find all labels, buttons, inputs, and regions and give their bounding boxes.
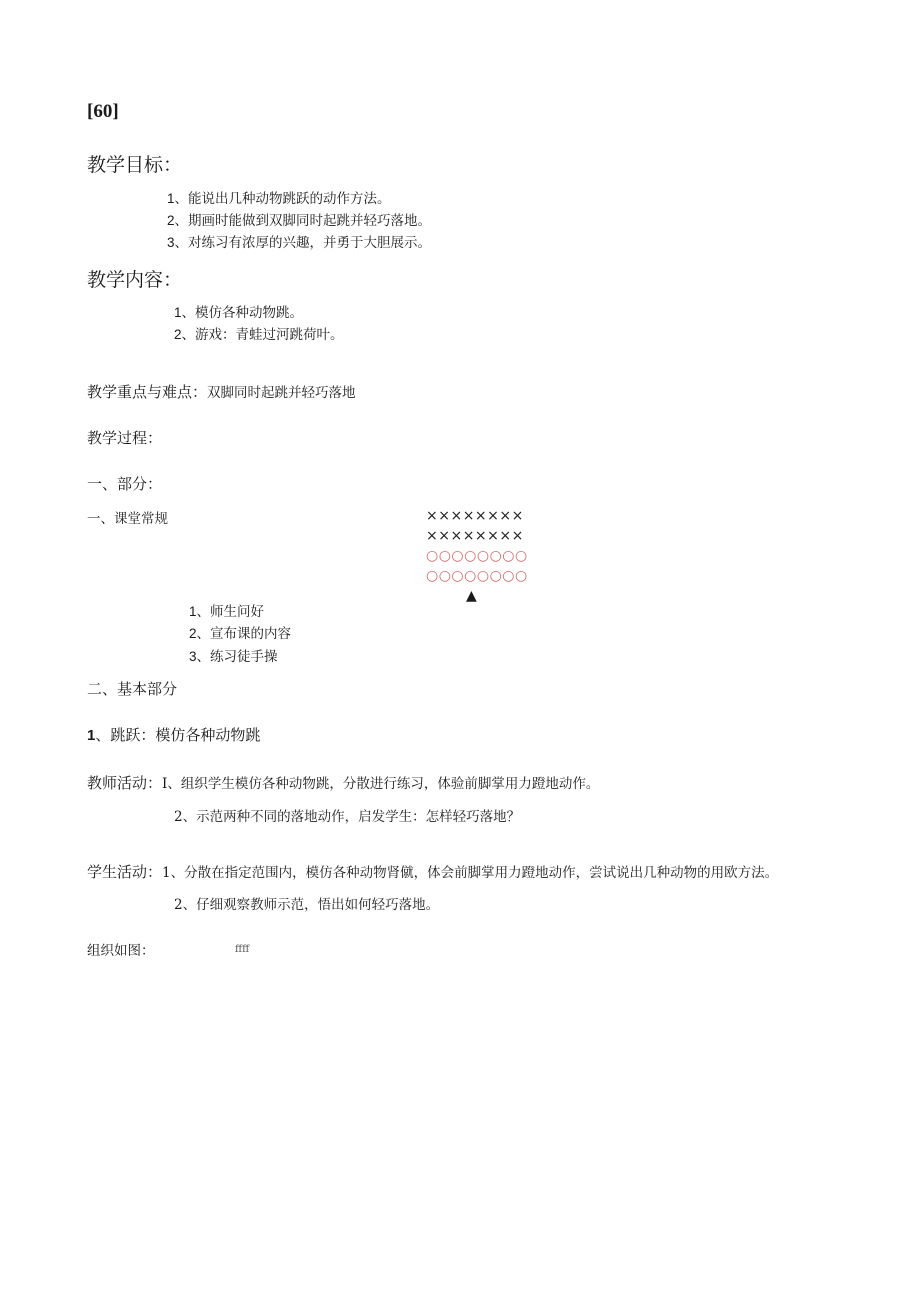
content-item-text: 、模仿各种动物跳。 (181, 305, 304, 321)
process-heading: 教学过程： (87, 429, 163, 447)
teacher-triangle-icon: ▲ (466, 588, 478, 604)
teacher-activity-label: 教师活动： (87, 774, 163, 792)
teacher-activity-text: I、组织学生模仿各种动物跳，分散进行练习，体验前脚掌用力蹬地动作。 (162, 776, 600, 792)
goal-item-text: 、对练习有浓厚的兴趣，并勇于大胆展示。 (174, 235, 432, 251)
goal-item-number: 3 (167, 235, 175, 250)
focus-label: 教学重点与难点： (87, 383, 208, 401)
section-number: 1 (87, 727, 96, 744)
formation-row-circles: ○○○○○○○○ (426, 548, 528, 564)
goal-item-text: 、期画时能做到双脚同时起跳并轻巧落地。 (174, 213, 432, 229)
routine-item-3 (189, 645, 278, 665)
focus-value: 双脚同时起跳并轻巧落地 (207, 385, 356, 401)
formation-diagram (426, 506, 528, 606)
formation-row-students: ×××××××× (426, 528, 524, 544)
part-one-subheading: 一、课堂常规 (87, 511, 168, 527)
routine-item-2 (189, 622, 291, 642)
formation-row-students: ×××××××× (426, 508, 524, 524)
teacher-activity-line-2: 2、示范两种不同的落地动作，启发学生：怎样轻巧落地？ (174, 809, 521, 825)
part-one-heading: 一、部分： (87, 475, 163, 493)
student-activity-label: 学生活动： (87, 863, 163, 881)
organization-mark: ffff (235, 944, 250, 955)
student-activity-line-1 (87, 861, 778, 882)
routine-item-number: 2 (189, 626, 197, 641)
routine-item-number: 3 (189, 649, 197, 664)
routine-item-text: 、师生问好 (196, 604, 265, 620)
goal-item-number: 1 (167, 191, 175, 206)
document-code: [60] (87, 101, 119, 122)
goal-item-3 (167, 231, 431, 251)
content-item-2 (174, 323, 344, 343)
goal-item-2 (167, 209, 431, 229)
section-jumping-title (87, 724, 260, 745)
organization-label: 组织如图： (87, 943, 155, 959)
content-item-number: 1 (174, 305, 182, 320)
focus-line (87, 381, 356, 402)
part-two-heading: 二、基本部分 (87, 680, 178, 698)
content-heading: 教学内容： (87, 269, 183, 291)
routine-item-text: 、练习徒手操 (196, 649, 278, 665)
student-activity-line-2: 2、仔细观察教师示范，悟出如何轻巧落地。 (174, 897, 440, 913)
routine-item-number: 1 (189, 604, 197, 619)
routine-item-1 (189, 600, 264, 620)
goals-heading: 教学目标： (87, 154, 183, 176)
goal-item-text: 、能说出几种动物跳跃的动作方法。 (174, 191, 391, 207)
content-item-1 (174, 301, 303, 321)
formation-row-circles: ○○○○○○○○ (426, 568, 528, 584)
content-item-text: 、游戏：青蛙过河跳荷叶。 (181, 327, 344, 343)
goal-item-number: 2 (167, 213, 175, 228)
goal-item-1 (167, 187, 391, 207)
routine-item-text: 、宣布课的内容 (196, 626, 292, 642)
section-text: 、跳跃：模仿各种动物跳 (95, 726, 261, 744)
teacher-activity-line-1 (87, 772, 599, 793)
student-activity-text: 1、分散在指定范围内，模仿各种动物肾僦，体会前脚掌用力蹬地动作，尝试说出几种动物的用欧方法。 (162, 865, 779, 881)
content-item-number: 2 (174, 327, 182, 342)
